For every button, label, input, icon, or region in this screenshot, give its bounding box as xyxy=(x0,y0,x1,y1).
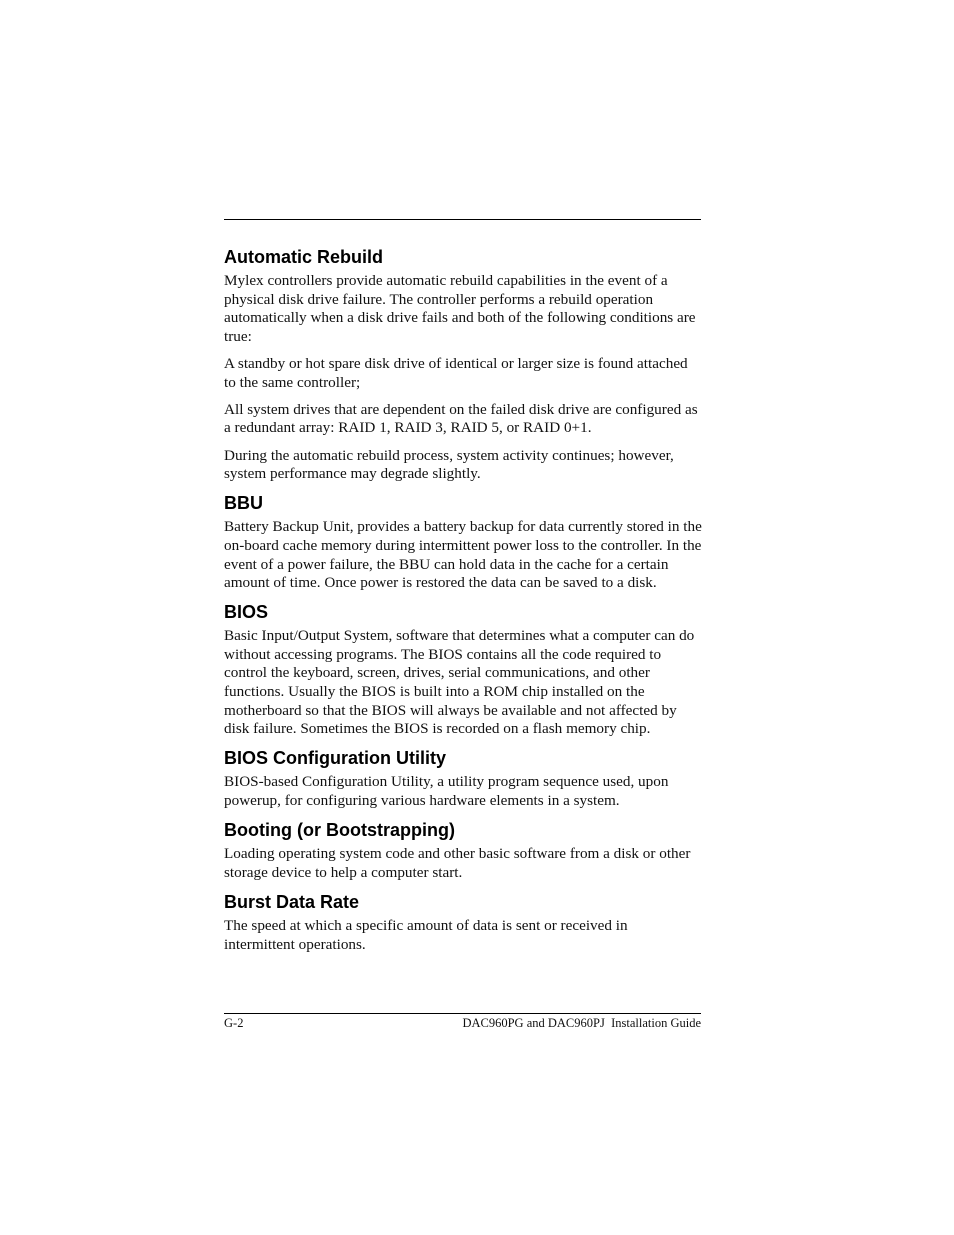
guide-title: DAC960PG and DAC960PJ Installation Guide xyxy=(462,1016,701,1030)
section-paragraph: Loading operating system code and other basic software from a disk or other storage device to help a computer start. xyxy=(224,845,691,881)
section-bios-configuration-utility xyxy=(224,747,702,810)
section-heading: BIOS xyxy=(224,602,269,623)
section-heading: Burst Data Rate xyxy=(224,892,360,912)
section-paragraph: The speed at which a specific amount of data is sent or received in intermittent operations. xyxy=(224,917,628,953)
section-bbu xyxy=(224,492,702,592)
section-heading: BBU xyxy=(224,493,263,514)
section-bios xyxy=(224,601,702,739)
section-booting xyxy=(224,819,702,882)
footer-rule xyxy=(224,1013,701,1014)
header-rule xyxy=(224,219,701,220)
section-paragraph: Battery Backup Unit, provides a battery backup for data currently stored in the on-board cache memory during intermittent power loss to the controller. In the event of a power failure, the BBU can hold data in the cache for a certain amount of time. Once power is restored the data can be saved to a disk. xyxy=(224,518,702,592)
page-number: G-2 xyxy=(224,1016,244,1030)
section-heading: Booting (or Bootstrapping) xyxy=(224,820,455,841)
section-paragraph: A standby or hot spare disk drive of identical or larger size is found attached to the same controller; xyxy=(224,354,688,391)
section-paragraph: During the automatic rebuild process, system activity continues; however, system performance may degrade slightly. xyxy=(224,446,674,483)
section-burst-data-rate xyxy=(224,891,702,954)
section-paragraph: All system drives that are dependent on the failed disk drive are configured as a redundant array: RAID 1, RAID 3, RAID 5, or RAID 0+1. xyxy=(224,400,698,437)
section-automatic-rebuild xyxy=(224,246,702,484)
section-paragraph: BIOS-based Configuration Utility, a utility program sequence used, upon powerup, for configuring various hardware elements in a system. xyxy=(224,773,669,810)
section-heading: BIOS Configuration Utility xyxy=(224,748,446,769)
section-paragraph: Mylex controllers provide automatic rebuild capabilities in the event of a physical disk drive failure. The controller performs a rebuild operation automatically when a disk drive fails and both of the following conditions are true: xyxy=(224,272,696,345)
section-heading: Automatic Rebuild xyxy=(224,247,384,267)
section-paragraph: Basic Input/Output System, software that determines what a computer can do without accessing programs. The BIOS contains all the code required to control the keyboard, screen, drives, serial communications, and other functions. Usually the BIOS is built into a ROM chip installed on the motherboard so that the BIOS will always be available and not affected by disk failure. Sometimes the BIOS is recorded on a flash memory chip. xyxy=(224,627,695,738)
glossary-content xyxy=(224,246,702,963)
